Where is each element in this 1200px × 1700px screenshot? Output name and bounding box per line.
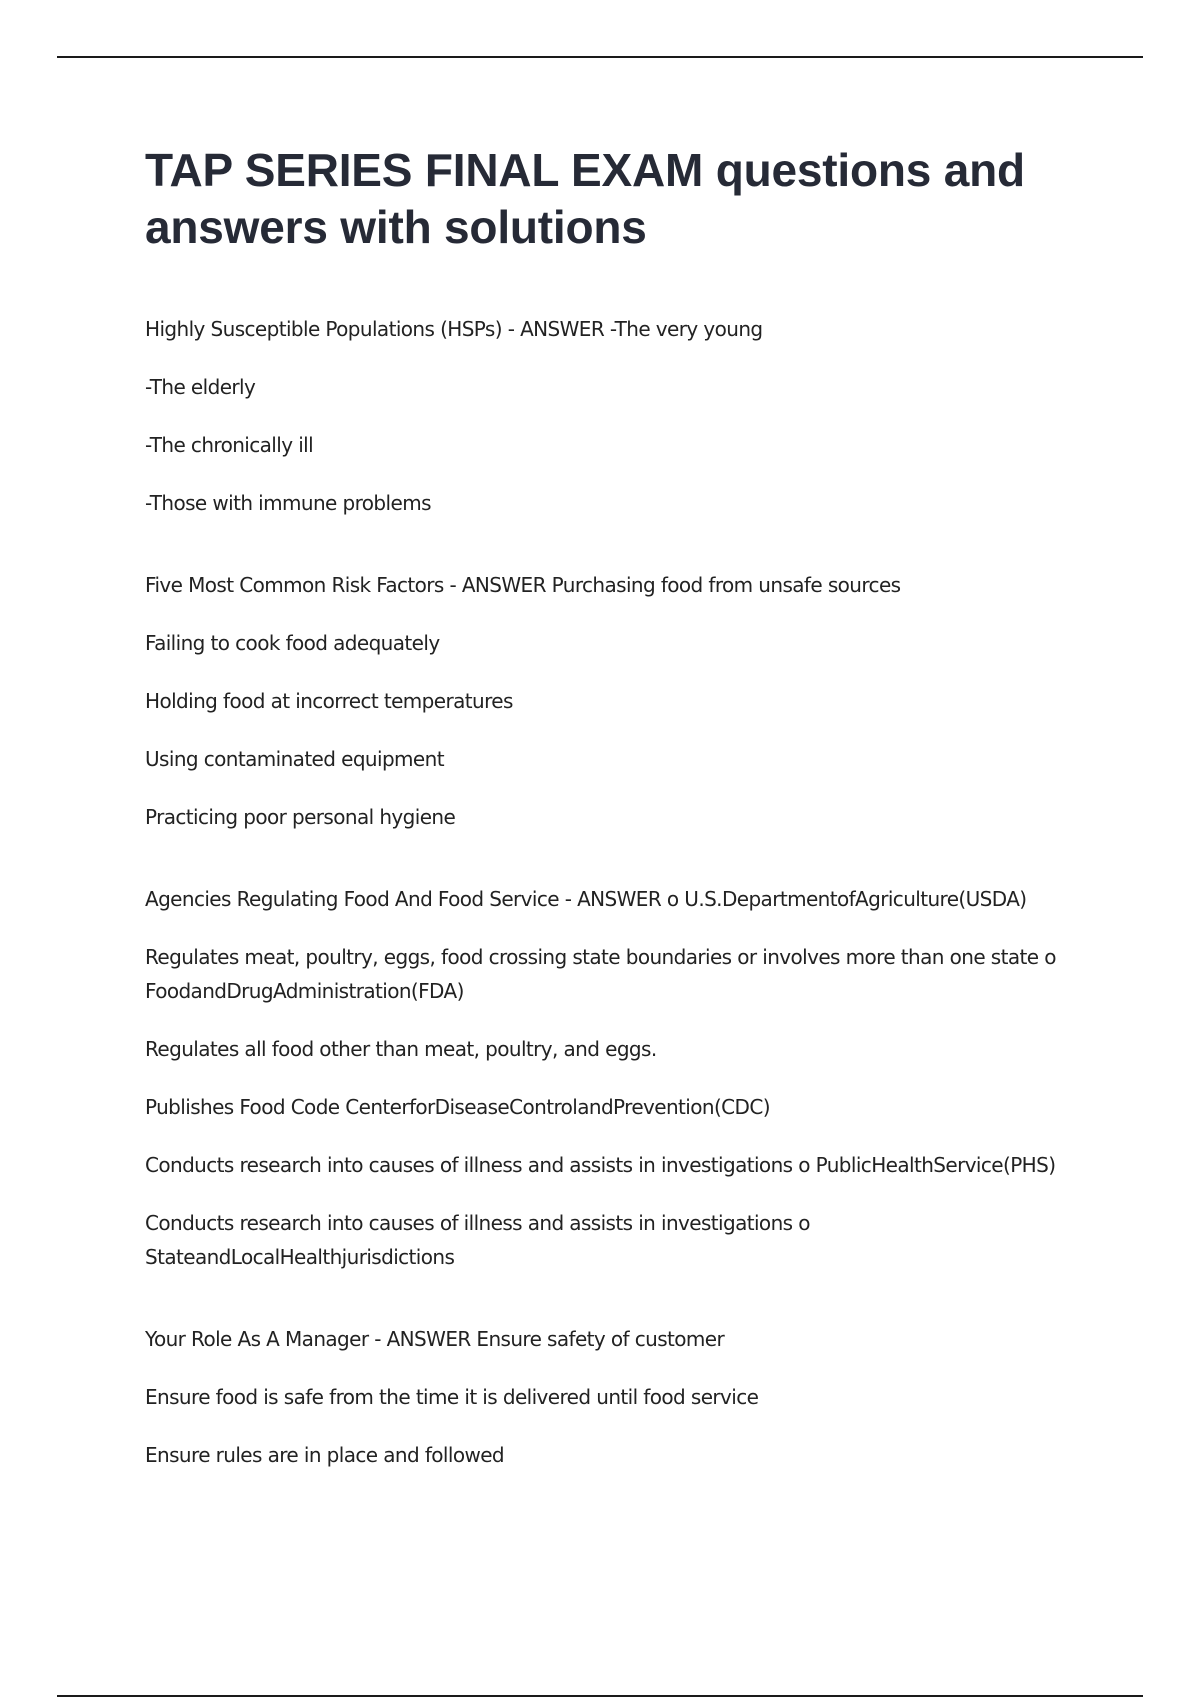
qa-line: Regulates meat, poultry, eggs, food crossing state boundaries or involves more than one state o FoodandDrugAdministration(FDA) bbox=[145, 945, 1056, 1003]
qa-line: Agencies Regulating Food And Food Service - ANSWER o U.S.DepartmentofAgriculture(USDA) bbox=[145, 887, 1027, 911]
qa-line: Your Role As A Manager - ANSWER Ensure safety of customer bbox=[145, 1327, 725, 1351]
qa-line: -Those with immune problems bbox=[145, 491, 431, 515]
bottom-divider bbox=[57, 1695, 1143, 1697]
qa-line: Regulates all food other than meat, poultry, and eggs. bbox=[145, 1037, 657, 1061]
qa-line: Using contaminated equipment bbox=[145, 747, 444, 771]
qa-section-agencies bbox=[145, 882, 1100, 1274]
qa-line: Ensure rules are in place and followed bbox=[145, 1443, 505, 1467]
qa-line: Failing to cook food adequately bbox=[145, 631, 440, 655]
qa-line: Practicing poor personal hygiene bbox=[145, 805, 456, 829]
qa-line: Five Most Common Risk Factors - ANSWER Purchasing food from unsafe sources bbox=[145, 573, 901, 597]
qa-line: Highly Susceptible Populations (HSPs) - ANSWER -The very young bbox=[145, 317, 763, 341]
qa-line: Ensure food is safe from the time it is delivered until food service bbox=[145, 1385, 759, 1409]
document-page bbox=[145, 142, 1100, 1520]
qa-section-hsps bbox=[145, 312, 1100, 520]
qa-section-risk-factors bbox=[145, 568, 1100, 834]
qa-line: -The chronically ill bbox=[145, 433, 314, 457]
qa-line: -The elderly bbox=[145, 375, 256, 399]
top-divider bbox=[57, 56, 1143, 58]
qa-line: Publishes Food Code CenterforDiseaseControlandPrevention(CDC) bbox=[145, 1095, 770, 1119]
qa-line: Holding food at incorrect temperatures bbox=[145, 689, 513, 713]
qa-list bbox=[145, 312, 1100, 1472]
qa-line: Conducts research into causes of illness and assists in investigations o StateandLocalHealthjurisdictions bbox=[145, 1211, 810, 1269]
qa-section-manager-role bbox=[145, 1322, 1100, 1472]
qa-line: Conducts research into causes of illness and assists in investigations o PublicHealthService(PHS) bbox=[145, 1153, 1056, 1177]
document-title: TAP SERIES FINAL EXAM questions and answers with solutions bbox=[145, 144, 1025, 253]
